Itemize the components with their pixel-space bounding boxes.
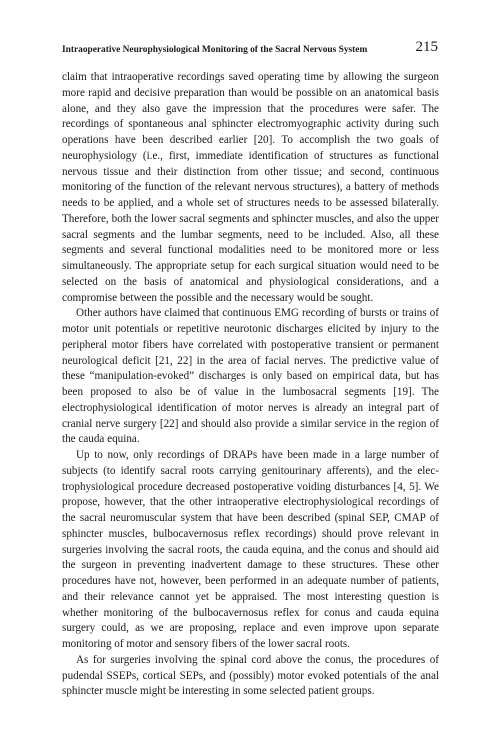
running-title: Intraoperative Neurophysiological Monitoring of the Sacral Nervous System (62, 45, 368, 55)
paragraph-1: claim that intraoperative recordings saved operating time by allowing the surgeon more rapid and decisive preparation than would be possible on an anatomical basis alone, and they also gave the impression that the procedures were safer. The recordings of spontaneous anal sphincter electromyographic activity during such operations have been described earlier [20]. To accomplish the two goals of neurophysiology (i.e., first, immediate identification of structures as functional nervous tissue and their distinction from other tissue; and second, continuous monitoring of the function of the relevant nervous structures), a battery of methods needs to be applied, and a whole set of structures needs to be assessed bilaterally. Therefore, both the lower sacral segments and sphincter muscles, and also the upper sacral segments and the lumbar segments, need to be included. Also, all these segments and several functional modalities need to be monitored more or less simultaneously. The appropriate setup for each surgical situation would need to be selected on the basis of anatomical and physiological considerations, and a compromise between the possible and the necessary would be sought. (62, 71, 439, 304)
paragraph-4: As for surgeries involving the spinal cord above the conus, the procedures of pudendal SSEPs, cortical SEPs, and (possibly) motor evoked potentials of the anal sphincter muscle might be interesting in some selected patient groups. (62, 653, 439, 698)
body-text (62, 70, 439, 700)
page-number: 215 (415, 39, 438, 55)
paragraph-2: Other authors have claimed that continuous EMG recording of bursts or trains of motor unit potentials or repetitive neurotonic discharges elicited by injury to the peripheral motor fibers have correlated with postoperative transient or permanent neurological deficit [21, 22] in the area of facial nerves. The predictive value of these “manipulation-evoked” discharges is only based on empirical data, but has been proposed to also be of value in the lumbosacral segments [19]. The electrophysiological identification of motor nerves is already an integral part of cranial nerve surgery [22] and should also provide a similar service in the region of the cauda equina. (62, 307, 439, 446)
running-head (62, 40, 438, 62)
paragraph-3: Up to now, only recordings of DRAPs have been made in a large number of subjects (to identify sacral roots carrying genitourinary afferents), and the electrophysiological procedure decreased postoperative voiding disturbances [4, 5]. We propose, however, that the other intraoperative electrophysiological recordings of the sacral neuromuscular system that have been described (spinal SEP, CMAP of sphincter muscles, bulbocavernosus reflex recordings) should prove relevant in surgeries involving the sacral roots, the cauda equina, and the conus and should aid the surgeon in preventing inadvertent damage to these structures. These other procedures have not, however, been performed in an adequate number of patients, and their relevance cannot yet be appraised. The most interesting question is whether monitoring of the bulbocavernosus reflex for conus and cauda equina surgery could, as we are proposing, replace and even improve upon separate monitoring of motor and sensory fibers of the lower sacral roots. (62, 449, 439, 650)
